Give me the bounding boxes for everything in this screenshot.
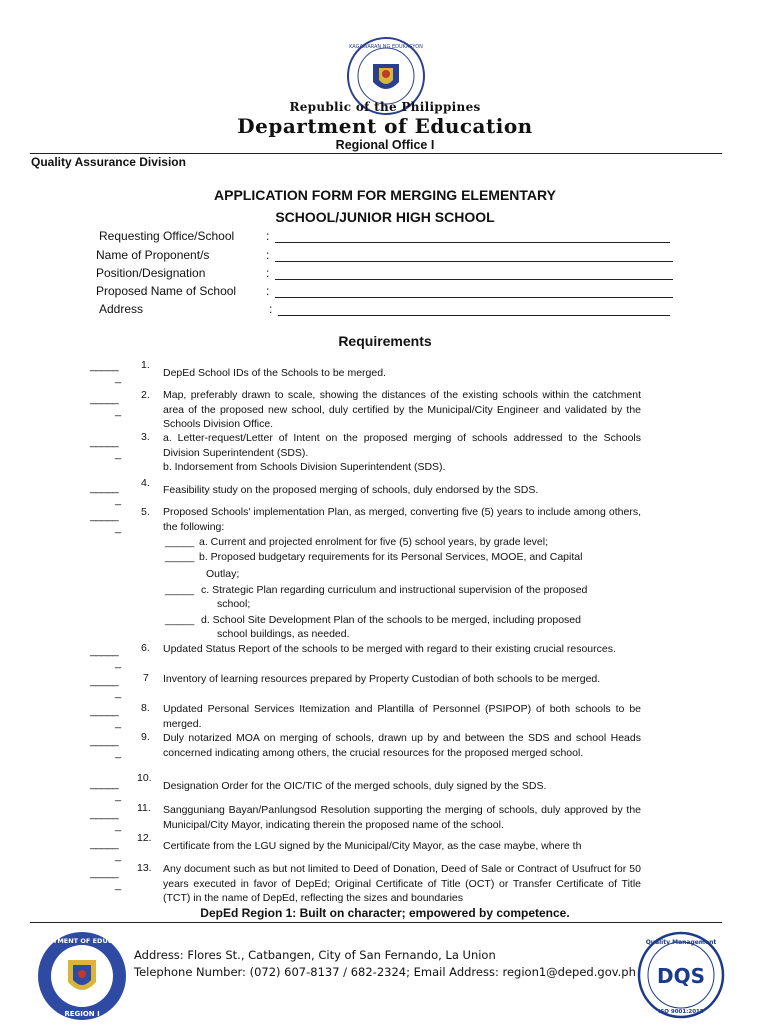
sub-item-text-cont: school buildings, as needed. [217,628,350,640]
requirement-text: Certificate from the LGU signed by the Municipal/City Mayor, as the case maybe, where th [163,840,582,852]
field-label-proposed-name: Proposed Name of School [96,284,237,298]
checkbox-blank-tail: _ [115,790,121,802]
requirement-text: Updated Personal Services Itemization and Plantilla of Personnel (PSIPOP) of both schools to be merged. [163,703,641,730]
item-number: 5. [141,506,150,518]
checkbox-blank[interactable]: _____ [90,778,119,790]
svg-text:REGION I: REGION I [64,1010,100,1018]
item-number: 10. [137,772,152,784]
sub-item-text: d. School Site Development Plan of the schools to be merged, including proposed [201,614,581,626]
checkbox-blank-tail: _ [115,405,121,417]
sub-item-text-cont: school; [217,598,251,610]
sub-item-text: c. Strategic Plan regarding curriculum and instructional supervision of the proposed [201,584,588,596]
field-position-line[interactable] [275,279,673,280]
svg-text:ISO 9001:2015: ISO 9001:2015 [658,1009,704,1015]
sub-item-text-cont: Outlay; [206,568,240,580]
checkbox-blank[interactable]: _____ [90,393,119,405]
field-colon: : [266,229,270,243]
checkbox-blank-tail: _ [115,522,121,534]
requirement-text: Inventory of learning resources prepared by Property Custodian of both schools to be merged. [163,673,601,685]
sub-item-text: b. Proposed budgetary requirements for its Personal Services, MOOE, and Capital [199,551,583,563]
field-requesting-office-line[interactable] [275,242,670,243]
field-proponent-line[interactable] [275,261,673,262]
checkbox-blank-tail: _ [115,879,121,891]
requirement-text: Sangguniang Bayan/Panlungsod Resolution supporting the merging of schools, duly approved by the Municipal/City Mayor, indicating therein the proposed name of the school. [163,804,641,831]
item-number: 2. [141,389,150,401]
requirement-text-b: b. Indorsement from Schools Division Superintendent (SDS). [163,461,446,473]
requirement-text: DepEd School IDs of the Schools to be merged. [163,367,386,379]
item-number: 13. [137,862,152,874]
item-number: 9. [141,731,150,743]
checkbox-blank[interactable]: _____ [90,735,119,747]
field-proposed-name-line[interactable] [275,297,673,298]
field-colon: : [266,284,270,298]
requirement-text: Any document such as but not limited to Deed of Donation, Deed of Sale or Contract of Usufruct for 50 years executed in favor of DepEd; Original Certificate of Title (OCT) or Transfer Certificate of Title (TCT) in the name of DepEd, reflecting the sizes and boundaries [163,863,641,905]
checkbox-blank[interactable]: _____ [90,808,119,820]
requirements-heading: Requirements [338,333,432,349]
footer-address: Address: Flores St., Catbangen, City of San Fernando, La Union [134,948,496,962]
item-number: 1. [141,359,150,371]
checkbox-blank[interactable]: _____ [90,867,119,879]
checkbox-blank-tail: _ [115,820,121,832]
checkbox-blank[interactable]: _____ [90,675,119,687]
item-number: 4. [141,477,150,489]
item-number: 12. [137,832,152,844]
sub-blank[interactable]: _____ [165,584,195,596]
item-number: 11. [137,802,151,814]
checkbox-blank[interactable]: _____ [90,436,119,448]
checkbox-blank-tail: _ [115,448,121,460]
field-colon: : [266,248,270,262]
footer-contact: Telephone Number: (072) 607-8137 / 682-2324; Email Address: region1@deped.gov.ph [134,965,636,979]
checkbox-blank[interactable]: _____ [90,360,119,372]
requirement-text: Duly notarized MOA on merging of schools, drawn up by and between the SDS and school Heads concerned indicating among others, the crucial resources for the proposed merged school. [163,732,641,759]
footer-divider [30,922,722,923]
svg-text:DQS: DQS [656,964,706,988]
republic-text: Republic of the Philippines [289,100,481,114]
form-title-line2: SCHOOL/JUNIOR HIGH SCHOOL [275,209,495,225]
field-label-requesting-office: Requesting Office/School [99,229,235,243]
checkbox-blank-tail: _ [115,747,121,759]
region-seal-logo [29,930,135,1022]
sub-blank[interactable]: _____ [165,536,195,548]
requirement-text: Designation Order for the OIC/TIC of the merged schools, duly signed by the SDS. [163,780,547,792]
requirement-text: Proposed Schools' implementation Plan, as merged, converting five (5) years to include among others, the following: [163,506,641,533]
checkbox-blank[interactable]: _____ [90,705,119,717]
sub-blank[interactable]: _____ [165,614,195,626]
checkbox-blank-tail: _ [115,850,121,862]
checkbox-blank[interactable]: _____ [90,838,119,850]
checkbox-blank[interactable]: _____ [90,482,119,494]
quality-management-logo [636,930,726,1020]
field-label-position: Position/Designation [96,266,206,280]
checkbox-blank-tail: _ [115,494,121,506]
checkbox-blank[interactable]: _____ [90,645,119,657]
svg-text:DEPARTMENT OF EDUCATION: DEPARTMENT OF EDUCATION [29,937,135,945]
item-number: 8. [141,702,150,714]
checkbox-blank-tail: _ [115,372,121,384]
item-number: 6. [141,642,150,654]
requirement-text: Map, preferably drawn to scale, showing the distances of the existing schools within the catchment area of the proposed new school, duly certified by the Municipal/City Engineer and validated by the Schools Division Office. [163,389,641,431]
checkbox-blank-tail: _ [115,657,121,669]
tagline: DepEd Region 1: Built on character; empowered by competence. [200,906,570,920]
division-label: Quality Assurance Division [31,155,186,169]
sub-blank[interactable]: _____ [165,551,195,563]
field-colon: : [269,302,273,316]
checkbox-blank-tail: _ [115,687,121,699]
department-text: Department of Education [237,114,533,138]
checkbox-blank[interactable]: _____ [90,510,119,522]
field-address-line[interactable] [278,315,670,316]
regional-office-text: Regional Office I [335,138,435,152]
item-number: 3. [141,431,150,443]
checkbox-blank-tail: _ [115,717,121,729]
field-label-address: Address [99,302,144,316]
requirement-text: a. Letter-request/Letter of Intent on the proposed merging of schools addressed to the Schools Division Superintendent (SDS). [163,432,641,459]
svg-text:KAGAWARAN NG EDUKASYON: KAGAWARAN NG EDUKASYON [349,44,423,50]
field-label-proponent: Name of Proponent/s [96,248,210,262]
requirement-text: Updated Status Report of the schools to be merged with regard to their existing crucial resources. [163,643,616,655]
item-number: 7 [143,672,149,684]
header-divider [30,153,722,154]
svg-text:Quality Management: Quality Management [645,939,717,946]
requirement-text: Feasibility study on the proposed merging of schools, duly endorsed by the SDS. [163,484,539,496]
sub-item-text: a. Current and projected enrolment for five (5) school years, by grade level; [199,536,549,548]
form-title-line1: APPLICATION FORM FOR MERGING ELEMENTARY [214,187,556,203]
field-colon: : [266,266,270,280]
